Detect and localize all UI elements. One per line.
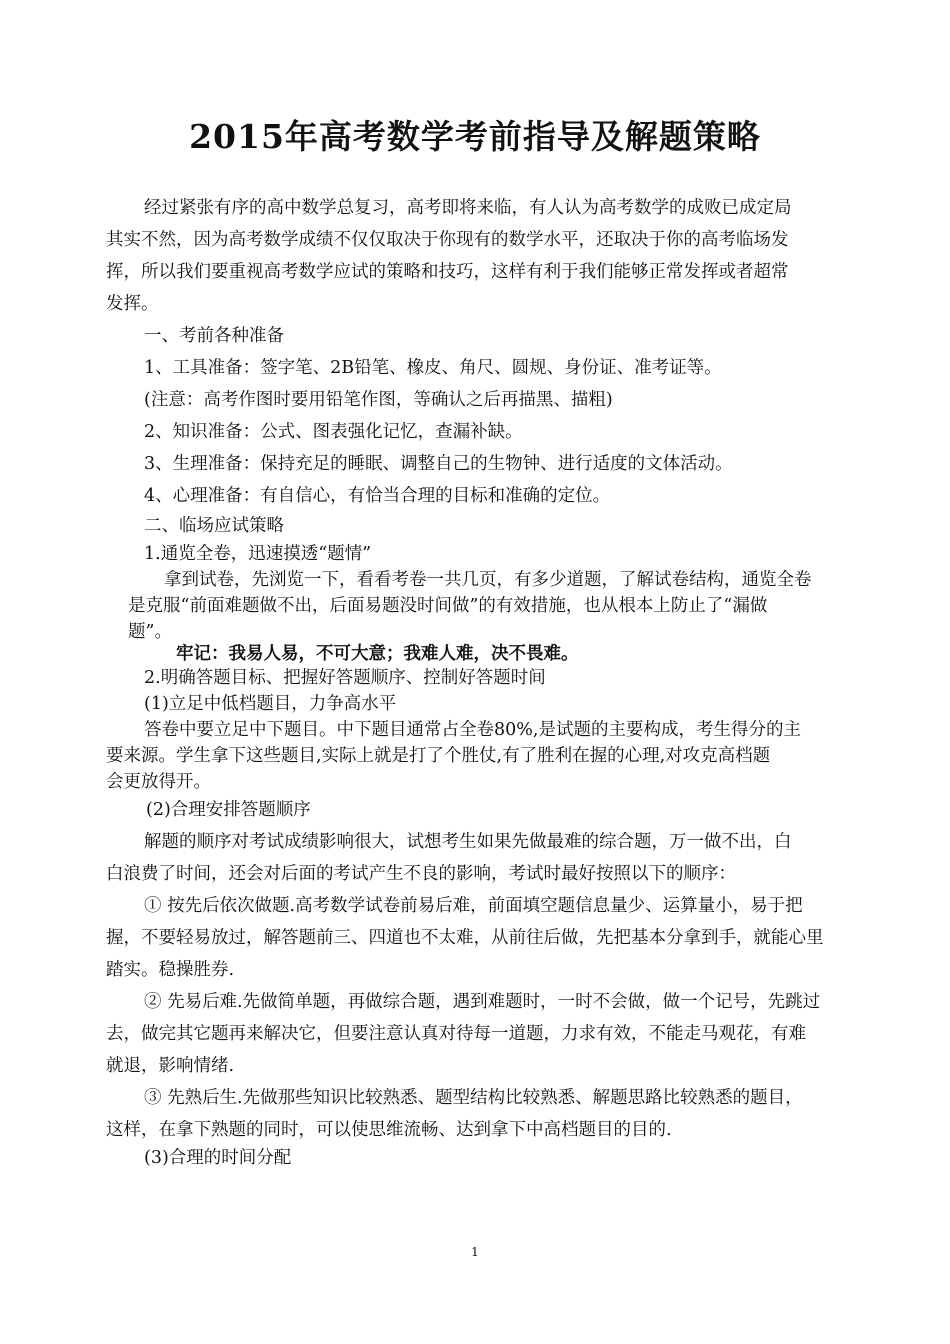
paragraph-line: 其实不然，因为高考数学成绩不仅仅取决于你现有的数学水平，还取决于你的高考临场发 (106, 230, 789, 250)
paragraph-line: 这样，在拿下熟题的同时，可以使思维流畅、达到拿下中高档题目的目的. (106, 1120, 672, 1140)
paragraph-line: 要来源。学生拿下这些题目,实际上就是打了个胜仗,有了胜利在握的心理,对攻克高档题 (106, 746, 771, 766)
paragraph-line: 是克服“前面难题做不出，后面易题没时间做”的有效措施，也从根本上防止了“漏做 (128, 596, 768, 616)
subsection-heading: 1.通览全卷，迅速摸透“题情” (144, 544, 372, 564)
paragraph-line: 踏实。稳操胜券. (106, 960, 235, 980)
list-item: ① 按先后依次做题.高考数学试卷前易后难，前面填空题信息量少、运算量小，易于把 (144, 896, 803, 916)
paragraph-line: 就退，影响情绪. (106, 1056, 235, 1076)
subsection-heading: (1)立足中低档题目，力争高水平 (144, 694, 397, 714)
list-item: 2、知识准备：公式、图表强化记忆，查漏补缺。 (144, 422, 523, 442)
paragraph-line: 经过紧张有序的高中数学总复习，高考即将来临，有人认为高考数学的成败已成定局 (144, 198, 792, 218)
paragraph-line: 去，做完其它题再来解决它，但要注意认真对待每一道题，力求有效，不能走马观花，有难 (106, 1024, 806, 1044)
list-item: 3、生理准备：保持充足的睡眠、调整自己的生物钟、进行适度的文体活动。 (144, 454, 733, 474)
section-heading: 二、临场应试策略 (144, 516, 284, 536)
paragraph-line: 白浪费了时间，还会对后面的考试产生不良的影响，考试时最好按照以下的顺序： (106, 864, 736, 884)
subsection-heading: 2.明确答题目标、把握好答题顺序、控制好答题时间 (144, 668, 546, 688)
document-title: 2015年高考数学考前指导及解题策略 (189, 117, 761, 156)
paragraph-line: 发挥。 (106, 294, 159, 314)
paragraph-line: 答卷中要立足中下题目。中下题目通常占全卷80%,是试题的主要构成，考生得分的主 (144, 720, 801, 740)
paragraph-line: 挥，所以我们要重视高考数学应试的策略和技巧，这样有利于我们能够正常发挥或者超常 (106, 262, 789, 282)
list-item: ③ 先熟后生.先做那些知识比较熟悉、题型结构比较熟悉、解题思路比较熟悉的题目， (144, 1088, 803, 1108)
section-heading: 一、考前各种准备 (144, 326, 284, 346)
note-line: (注意：高考作图时要用铅笔作图，等确认之后再描黑、描粗) (144, 390, 613, 410)
list-item: 4、心理准备：有自信心，有恰当合理的目标和准确的定位。 (144, 486, 611, 506)
paragraph-line: 握，不要轻易放过，解答题前三、四道也不太难，从前往后做，先把基本分拿到手，就能心里 (106, 928, 824, 948)
subsection-heading: (2)合理安排答题顺序 (146, 800, 311, 820)
paragraph-line: 会更放得开。 (106, 772, 211, 792)
paragraph-line: 题”。 (128, 622, 172, 642)
paragraph-line: 拿到试卷，先浏览一下，看看考卷一共几页，有多少道题，了解试卷结构，通览全卷 (164, 570, 812, 590)
page-number: 1 (471, 1245, 479, 1259)
motto-line: 牢记：我易人易，不可大意；我难人难，决不畏难。 (176, 644, 579, 664)
list-item: ② 先易后难.先做简单题，再做综合题，遇到难题时，一时不会做，做一个记号，先跳过 (144, 992, 821, 1012)
paragraph-line: 解题的顺序对考试成绩影响很大，试想考生如果先做最难的综合题，万一做不出，白 (144, 832, 792, 852)
list-item: 1、工具准备：签字笔、2B铅笔、橡皮、角尺、圆规、身份证、准考证等。 (144, 358, 722, 378)
subsection-heading: (3)合理的时间分配 (144, 1148, 292, 1168)
